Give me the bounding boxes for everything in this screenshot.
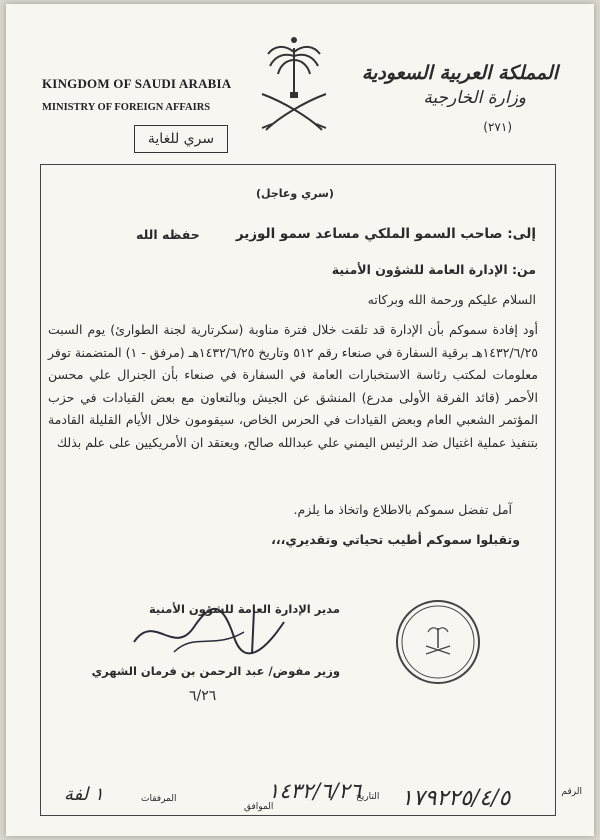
saudi-emblem-palm-swords-icon xyxy=(244,32,344,152)
footer-date-label: التاريخ xyxy=(356,792,380,802)
honorific: حفظه الله xyxy=(136,227,200,242)
footer-date-value: ١٤٣٢/٦/٢٦ xyxy=(268,779,362,803)
arabic-kingdom-header: المملكة العربية السعودية xyxy=(361,62,558,84)
footer-attachments-label: المرفقات xyxy=(141,794,177,804)
classification-box: سري للغاية xyxy=(134,125,228,153)
signatory-name: وزير مفوض/ عبد الرحمن بن فرمان الشهري xyxy=(91,664,340,678)
signatory-title: مدير الإدارة العامة للشؤون الأمنية xyxy=(148,602,340,616)
footer-corresponding-label: الموافق xyxy=(244,802,274,812)
closing-regards: وتقبلوا سموكم أطيب تحياتي وتقديري،،، xyxy=(271,532,520,547)
handwritten-date: ٦/٢٦ xyxy=(189,688,217,704)
letter-page xyxy=(6,4,594,836)
footer-reference-value: ١٧٩٢٢٥/٤/٥ xyxy=(401,786,511,811)
arabic-ministry-header: وزارة الخارجية xyxy=(423,88,526,108)
handwritten-signature xyxy=(114,602,314,662)
greeting: السلام عليكم ورحمة الله وبركاته xyxy=(367,292,536,307)
letter-body-text: أود إفادة سموكم بأن الإدارة قد تلقت خلال فترة مناوبة (سكرتارية لجنة الطوارئ) يوم السبت ١٤٣٢/٦/٢٥هـ برقية السفارة في صنعاء رقم ٥١٢ وتاريخ ١٤٣٢/٦/٢٥هـ (مرفق - ١) المتضمنة توفر معلومات لمكتب رئاسة الاستخبارات العامة في السفارة في صنعاء بأن الجنرال علي محسن الأحمر (قائد الفرقة الأولى مدرع) المنشق عن الجيش وبالتعاون مع بعض القيادات في حزب المؤتمر الشعبي العام وبعض القيادات في الحرس الخاص، سيقومون خلال الأيام القليلة القادمة بتنفيذ عملية اغتيال ضد الرئيس اليمني علي عبدالله صالح، ويعتقد ان الأمريكيين على علم بذلك xyxy=(48,322,538,450)
ministry-stamp-icon xyxy=(394,598,482,686)
english-ministry-header: MINISTRY OF FOREIGN AFFAIRS xyxy=(42,102,211,113)
sender: من: الإدارة العامة للشؤون الأمنية xyxy=(331,262,536,277)
document-number: (٢٧١) xyxy=(483,120,512,134)
english-kingdom-header: KINGDOM OF SAUDI ARABIA xyxy=(42,76,232,91)
footer-reference-label: الرقم xyxy=(561,787,582,797)
closing-request: آمل تفضل سموكم بالاطلاع واتخاذ ما يلزم. xyxy=(293,502,512,517)
footer-attachments-value: ١ لفة xyxy=(64,784,104,805)
urgency-classification: (سري وعاجل) xyxy=(256,187,334,200)
addressee: إلى: صاحب السمو الملكي مساعد سمو الوزير xyxy=(235,226,536,242)
